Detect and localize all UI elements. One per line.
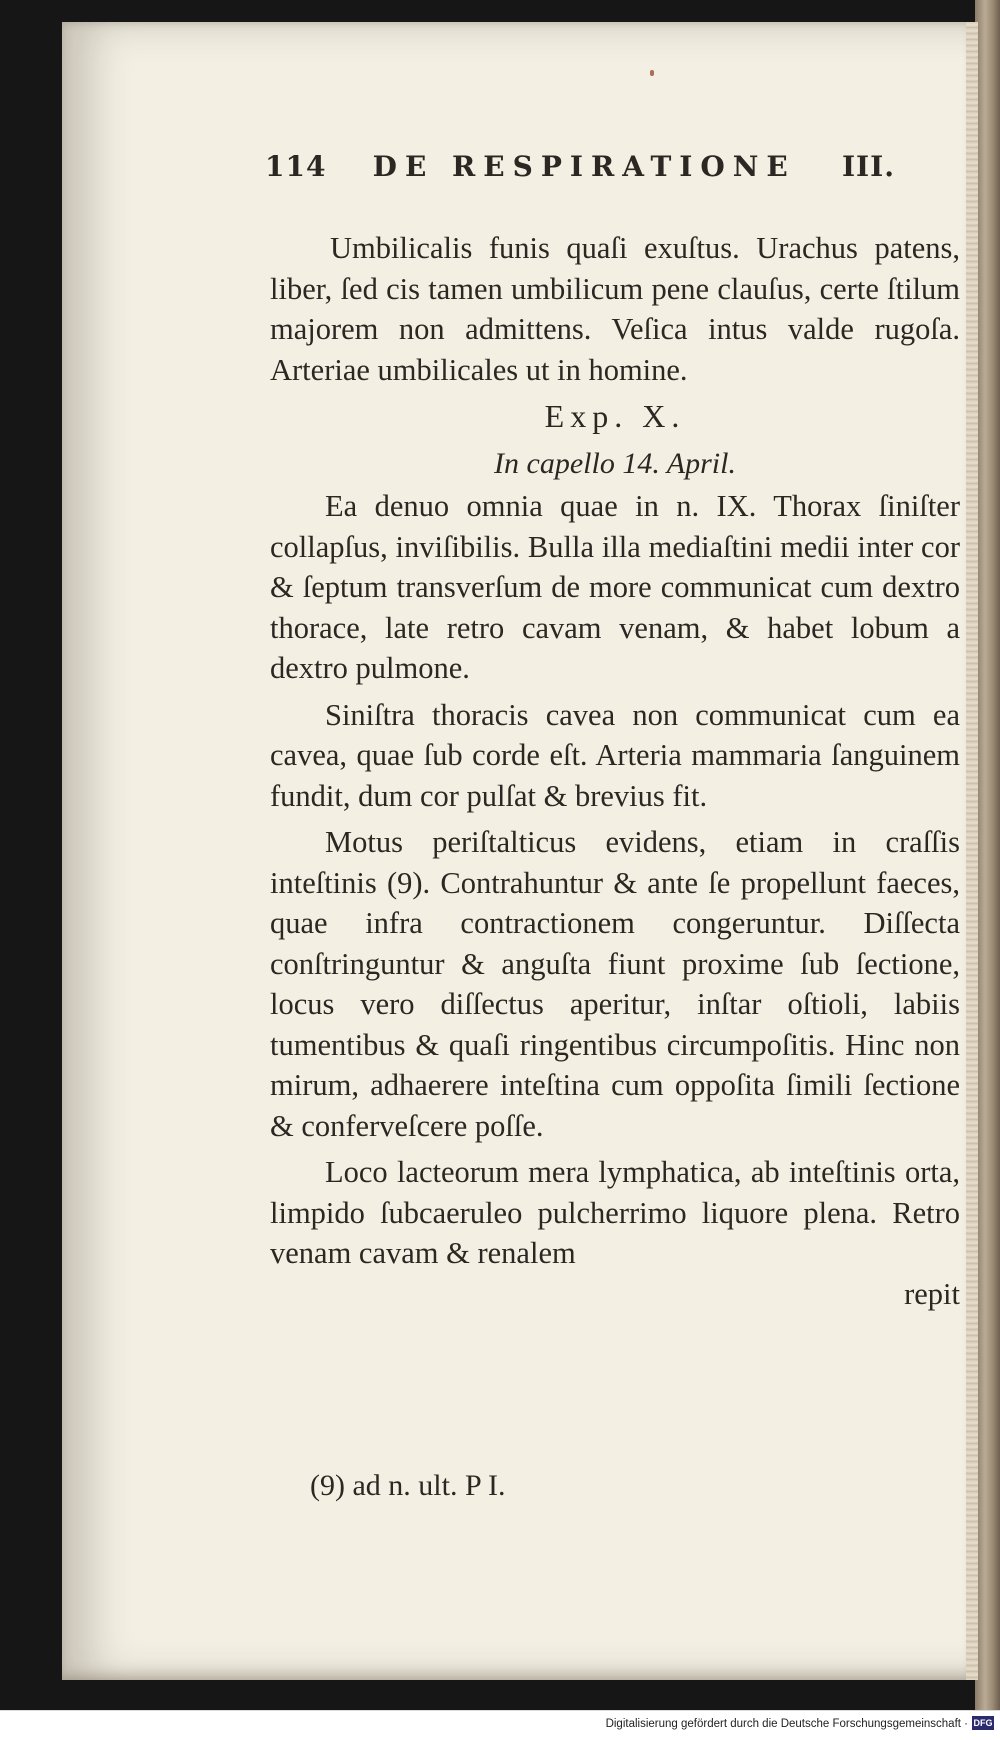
paragraph-3: Siniſtra thoracis cavea non communicat cum ea cavea, quae ſub corde eſt. Arteria mammaria ſanguinem fundit, dum cor pulſat & brevius fit. xyxy=(270,697,960,813)
experiment-heading: Exp. X. xyxy=(544,398,686,434)
dfg-logo-icon: DFG xyxy=(973,1718,993,1728)
digitization-footer xyxy=(0,1710,1000,1740)
experiment-subheading: In capello 14. April. xyxy=(494,447,736,480)
catchword: repit xyxy=(904,1276,960,1311)
paragraph-5: Loco lacteorum mera lymphatica, ab inteſtinis orta, limpido ſubcaeruleo pulcherrimo liquore plena. Retro venam cavam & renalem xyxy=(270,1155,960,1270)
paragraph-1: Umbilicalis funis quaſi exuſtus. Urachus patens, liber, ſed cis tamen umbilicum pene clauſus, certe ſtilum majorem non admittens. Veſica intus valde rugoſa. Arteriae umbilicales ut in homine. xyxy=(270,231,960,387)
page-edge-stack xyxy=(966,22,978,1680)
paragraph-4: Motus periſtalticus evidens, etiam in craſſis inteſtinis (9). Contrahuntur & ante ſe propellunt faeces, quae infra contractionem congeruntur. Diſſecta conſtringuntur & anguſta fiunt proxime ſub ſectione, locus vero diſſectus aperitur, inſtar oſtioli, labiis tumentibus & quaſi ringentibus circumpoſitis. Hinc non mirum, adhaerere inteſtina cum oppoſita ſimili ſectione & conferveſcere poſſe. xyxy=(270,825,960,1143)
footer-credit: Digitalisierung gefördert durch die Deutsche Forschungsgemeinschaft · xyxy=(605,1718,968,1730)
book-fore-edge xyxy=(975,0,1000,1710)
ink-speck xyxy=(650,70,654,76)
page-number: 114 xyxy=(265,150,327,183)
footnote: (9) ad n. ult. P I. xyxy=(310,1469,506,1502)
body-text xyxy=(270,228,960,1314)
running-title: DE RESPIRATIONE xyxy=(372,150,796,183)
running-head xyxy=(265,150,895,190)
section-number: III. xyxy=(841,150,895,183)
paragraph-2: Ea denuo omnia quae in n. IX. Thorax ſiniſter collapſus, inviſibilis. Bulla illa mediaſtini medii inter cor & ſeptum transverſum de more communicat cum dextro thorace, late retro cavam venam, & habet lobum a dextro pulmone. xyxy=(270,489,960,685)
